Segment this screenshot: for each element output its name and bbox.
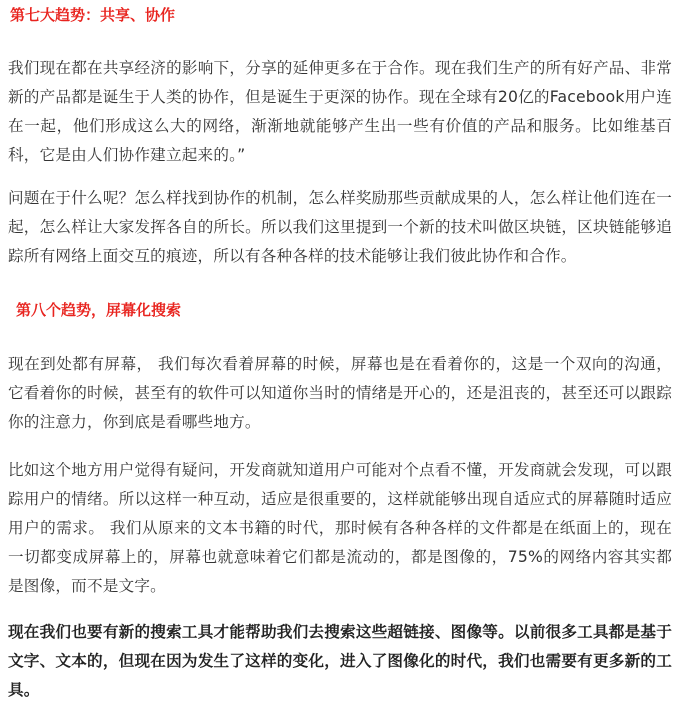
paragraph-trend-7-intro: 我们现在都在共享经济的影响下，分享的延伸更多在于合作。现在我们生产的所有好产品、非常新的产品都是诞生于人类的协作，但是诞生于更深的协作。现在全球有20亿的Facebook用户连在一起，他们形成这么大的网络，渐渐地就能够产生出一些有价值的产品和服务。比如维基百科，它是由人们协作建立起来的。” <box>8 59 672 164</box>
paragraph-trend-8-screens: 现在到处都有屏幕， 我们每次看着屏幕的时候，屏幕也是在看着你的，这是一个双向的沟通，它看着你的时候，甚至有的软件可以知道你当时的情绪是开心的，还是沮丧的，甚至还可以跟踪你的注意力，你到底是看哪些地方。 <box>8 355 672 431</box>
paragraph-trend-8-adaptive: 比如这个地方用户觉得有疑问，开发商就知道用户可能对个点看不懂，开发商就会发现，可以跟踪用户的情绪。所以这样一种互动，适应是很重要的，这样就能够出现自适应式的屏幕随时适应用户的需求。 我们从原来的文本书籍的时代，那时候有各种各样的文件都是在纸面上的，现在一切都变成屏幕上的，屏幕也就意味着它们都是流动的，都是图像的，75%的网络内容其实都是图像，而不是文字。 <box>8 461 672 595</box>
section-heading-trend-8: 第八个趋势，屏幕化搜索 <box>16 301 182 319</box>
paragraph-trend-7-blockchain: 问题在于什么呢？怎么样找到协作的机制，怎么样奖励那些贡献成果的人，怎么样让他们连在一起，怎么样让大家发挥各自的所长。所以我们这里提到一个新的技术叫做区块链，区块链能够追踪所有网络上面交互的痕迹，所以有各种各样的技术能够让我们彼此协作和合作。 <box>8 189 672 265</box>
section-heading-trend-7: 第七大趋势：共享、协作 <box>10 6 176 24</box>
paragraph-trend-8-search-tools: 现在我们也要有新的搜索工具才能帮助我们去搜索这些超链接、图像等。以前很多工具都是基于文字、文本的，但现在因为发生了这样的变化，进入了图像化的时代，我们也需要有更多新的工具。 <box>8 623 672 699</box>
